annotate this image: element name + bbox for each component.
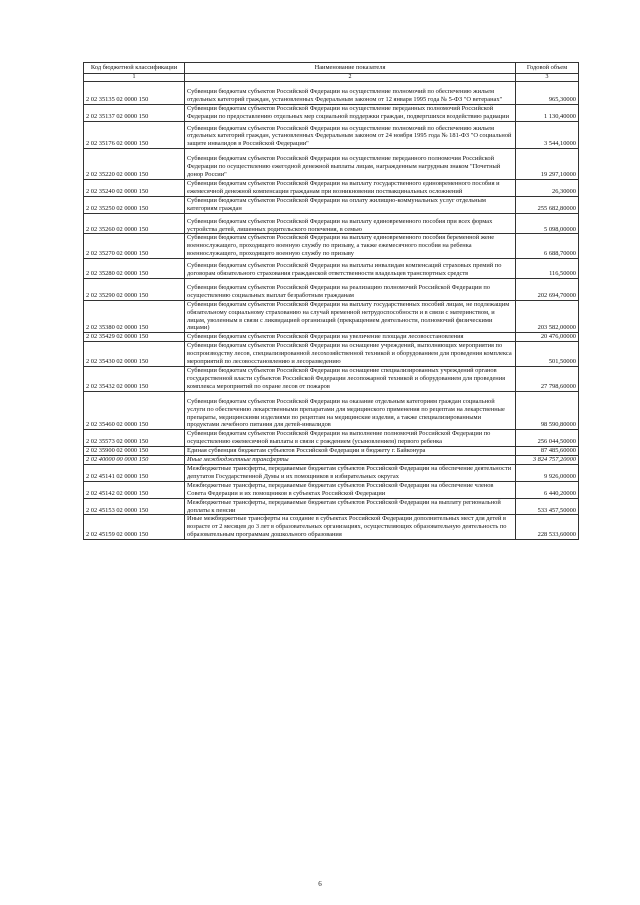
amount-cell: 3 544,10000 [516, 121, 579, 149]
table-row [84, 149, 579, 180]
table-row [84, 300, 579, 333]
table-row [84, 515, 579, 540]
amount-cell: 116,50000 [516, 259, 579, 279]
name-cell: Субвенции бюджетам субъектов Российской Федерации на оснащение учреждений, выполняющих мероприятия по воспроизводству лесов, специализированной лесохозяйственной техникой и оборудованием для проведения комплекса мероприятий по лесовосстановлению и лесоразведению [185, 342, 516, 367]
amount-cell: 202 694,70000 [516, 278, 579, 300]
name-cell: Субвенции бюджетам субъектов Российской Федерации на осуществление переданного полномочия Российской Федерации по осуществлению ежегодной денежной выплаты лицам, награжденным нагрудным знаком "Почетный донор России" [185, 149, 516, 180]
code-cell: 2 02 35270 02 0000 150 [84, 234, 185, 259]
amount-cell: 6 440,20000 [516, 481, 579, 498]
name-cell: Иные межбюджетные трансферты [185, 456, 516, 465]
budget-table [83, 62, 579, 540]
name-cell: Субвенции бюджетам субъектов Российской Федерации на оснащение специализированных учреждений органов государственной власти субъектов Российской Федерации лесопожарной техникой и оборудованием для проведения комплекса мероприятий по охране лесов от пожаров [185, 367, 516, 392]
code-cell: 2 02 35250 02 0000 150 [84, 196, 185, 213]
code-cell: 2 02 45142 02 0000 150 [84, 481, 185, 498]
column-number-3: 3 [516, 73, 579, 81]
table-row [84, 234, 579, 259]
amount-cell: 26,30000 [516, 179, 579, 196]
amount-cell: 3 824 757,20000 [516, 456, 579, 465]
code-cell: 2 02 45141 02 0000 150 [84, 464, 185, 481]
header-code: Код бюджетной классификации [84, 63, 185, 74]
amount-cell: 501,50000 [516, 342, 579, 367]
code-cell: 2 02 35460 02 0000 150 [84, 391, 185, 430]
name-cell: Субвенции бюджетам субъектов Российской Федерации на выплату единовременного пособия при всех формах устройства детей, лишенных родительского попечения, в семью [185, 213, 516, 234]
table-row [84, 391, 579, 430]
table-row [84, 278, 579, 300]
code-cell: 2 02 35432 02 0000 150 [84, 367, 185, 392]
table-row [84, 481, 579, 498]
amount-cell: 19 297,10000 [516, 149, 579, 180]
name-cell: Субвенции бюджетам субъектов Российской Федерации на увеличение площади лесовосстановления [185, 333, 516, 342]
code-cell: 2 02 40000 00 0000 150 [84, 456, 185, 465]
name-cell: Субвенции бюджетам субъектов Российской Федерации на выполнение полномочий Российской Федерации по осуществлению ежемесячной выплаты в связи с рождением (усыновлением) первого ребенка [185, 430, 516, 447]
code-cell: 2 02 35220 02 0000 150 [84, 149, 185, 180]
table-row [84, 81, 579, 104]
amount-cell: 255 682,80000 [516, 196, 579, 213]
code-cell: 2 02 35176 02 0000 150 [84, 121, 185, 149]
table-row [84, 104, 579, 121]
column-number-2: 2 [185, 73, 516, 81]
code-cell: 2 02 45153 02 0000 150 [84, 498, 185, 515]
amount-cell: 965,30000 [516, 81, 579, 104]
name-cell: Межбюджетные трансферты, передаваемые бюджетам субъектов Российской Федерации на выплату региональной доплаты к пенсии [185, 498, 516, 515]
amount-cell: 1 130,40000 [516, 104, 579, 121]
table-row [84, 367, 579, 392]
table-row [84, 121, 579, 149]
table-row [84, 213, 579, 234]
table-row [84, 447, 579, 456]
amount-cell: 87 485,60000 [516, 447, 579, 456]
code-cell: 2 02 35290 02 0000 150 [84, 278, 185, 300]
table-header-row [84, 63, 579, 74]
code-cell: 2 02 35430 02 0000 150 [84, 342, 185, 367]
amount-cell: 20 476,00000 [516, 333, 579, 342]
name-cell: Субвенции бюджетам субъектов Российской Федерации на осуществление полномочий по обеспечению жильем отдельных категорий граждан, установленных Федеральным законом от 12 января 1995 года № 5-ФЗ "О ветеранах" [185, 81, 516, 104]
amount-cell: 98 590,80000 [516, 391, 579, 430]
table-row [84, 259, 579, 279]
table-row [84, 333, 579, 342]
code-cell: 2 02 35429 02 0000 150 [84, 333, 185, 342]
table-body [84, 81, 579, 539]
code-cell: 2 02 35280 02 0000 150 [84, 259, 185, 279]
amount-cell: 256 044,50000 [516, 430, 579, 447]
amount-cell: 9 926,00000 [516, 464, 579, 481]
page-number: 6 [318, 880, 322, 888]
code-cell: 2 02 35380 02 0000 150 [84, 300, 185, 333]
name-cell: Субвенции бюджетам субъектов Российской Федерации на выплату государственных пособий лицам, не подлежащим обязательному социальному страхованию на случай временной нетрудоспособности и в связи с материнством, и лицам, уволенным в связи с ликвидацией организаций (прекращением деятельности, полномочий физическими лицами) [185, 300, 516, 333]
amount-cell: 533 457,50000 [516, 498, 579, 515]
table-row [84, 342, 579, 367]
header-name: Наименование показателя [185, 63, 516, 74]
name-cell: Субвенции бюджетам субъектов Российской Федерации на реализацию полномочий Российской Федерации по осуществлению социальных выплат безработным гражданам [185, 278, 516, 300]
code-cell: 2 02 35137 02 0000 150 [84, 104, 185, 121]
table-row [84, 179, 579, 196]
amount-cell: 6 688,70000 [516, 234, 579, 259]
table-row [84, 430, 579, 447]
code-cell: 2 02 35240 02 0000 150 [84, 179, 185, 196]
name-cell: Субвенции бюджетам субъектов Российской Федерации на оказание отдельным категориям граждан социальной услуги по обеспечению лекарственными препаратами для медицинского применения по рецептам на лекарственные препараты, медицинскими изделиями по рецептам на медицинские изделия, а также специализированными продуктами лечебного питания для детей-инвалидов [185, 391, 516, 430]
name-cell: Субвенции бюджетам субъектов Российской Федерации на осуществление полномочий по обеспечению жильем отдельных категорий граждан, установленных Федеральным законом от 24 ноября 1995 года № 181-ФЗ "О социальной защите инвалидов в Российской Федерации" [185, 121, 516, 149]
amount-cell: 5 098,00000 [516, 213, 579, 234]
code-cell: 2 02 45159 02 0000 150 [84, 515, 185, 540]
amount-cell: 203 582,00000 [516, 300, 579, 333]
table-row [84, 498, 579, 515]
code-cell: 2 02 35900 02 0000 150 [84, 447, 185, 456]
table-row [84, 464, 579, 481]
table-row [84, 456, 579, 465]
code-cell: 2 02 35260 02 0000 150 [84, 213, 185, 234]
name-cell: Субвенции бюджетам субъектов Российской Федерации на осуществление переданных полномочий Российской Федерации по предоставлению отдельных мер социальной поддержки граждан, подвергшихся воздействию радиации [185, 104, 516, 121]
name-cell: Субвенции бюджетам субъектов Российской Федерации на выплату единовременного пособия беременной жене военнослужащего, проходящего военную службу по призыву, а также ежемесячного пособия на ребенка военнослужащего, проходящего военную службу по призыву [185, 234, 516, 259]
name-cell: Межбюджетные трансферты, передаваемые бюджетам субъектов Российской Федерации на обеспечение членов Совета Федерации и их помощников в субъектах Российской Федерации [185, 481, 516, 498]
header-amount: Годовой объем [516, 63, 579, 74]
column-number-1: 1 [84, 73, 185, 81]
name-cell: Субвенции бюджетам субъектов Российской Федерации на выплаты инвалидам компенсаций страховых премий по договорам обязательного страхования гражданской ответственности владельцев транспортных средств [185, 259, 516, 279]
name-cell: Единая субвенция бюджетам субъектов Российской Федерации и бюджету г. Байконура [185, 447, 516, 456]
name-cell: Межбюджетные трансферты, передаваемые бюджетам субъектов Российской Федерации на обеспечение деятельности депутатов Государственной Думы и их помощников в избирательных округах [185, 464, 516, 481]
name-cell: Иные межбюджетные трансферты на создание в субъектах Российской Федерации дополнительных мест для детей в возрасте от 2 месяцев до 3 лет в образовательных организациях, осуществляющих образовательную деятельность по образовательным программам дошкольного образования [185, 515, 516, 540]
table-row [84, 196, 579, 213]
amount-cell: 228 533,60000 [516, 515, 579, 540]
code-cell: 2 02 35135 02 0000 150 [84, 81, 185, 104]
amount-cell: 27 798,60000 [516, 367, 579, 392]
name-cell: Субвенции бюджетам субъектов Российской Федерации на выплату государственного единовременного пособия и ежемесячной денежной компенсации гражданам при возникновении поствакцинальных осложнений [185, 179, 516, 196]
column-number-row [84, 73, 579, 81]
name-cell: Субвенции бюджетам субъектов Российской Федерации на оплату жилищно-коммунальных услуг отдельным категориям граждан [185, 196, 516, 213]
code-cell: 2 02 35573 02 0000 150 [84, 430, 185, 447]
